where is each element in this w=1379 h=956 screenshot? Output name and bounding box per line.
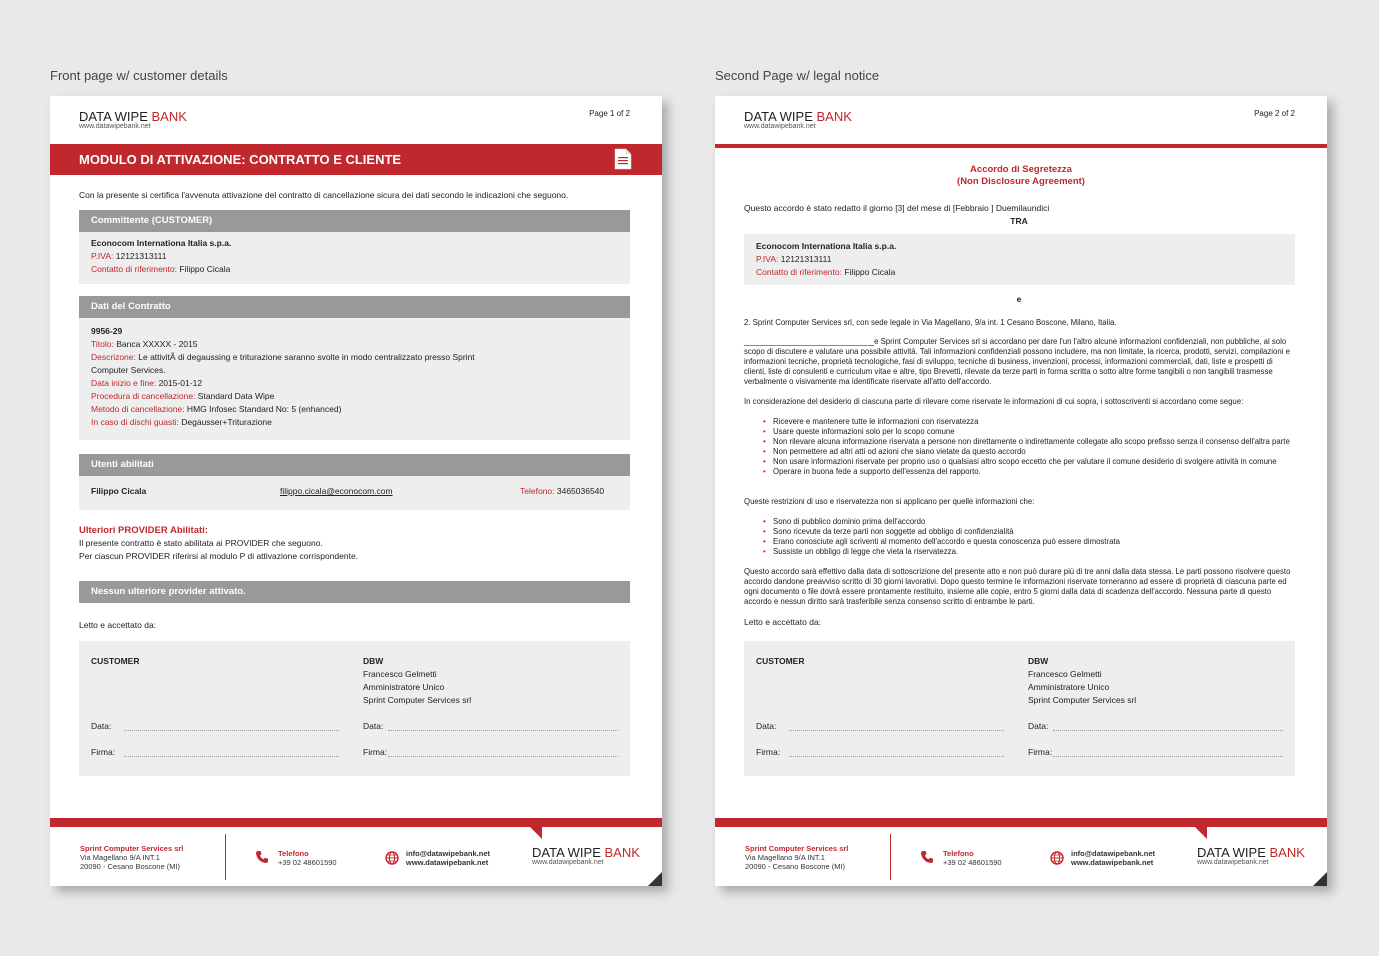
user-email-link[interactable]: filippo.cicala@econocom.com xyxy=(280,486,393,496)
data-value: 2015-01-12 xyxy=(156,378,203,388)
logo-name: DATA WIPE xyxy=(744,109,817,124)
nda-subtitle: (Non Disclosure Agreement) xyxy=(957,176,1085,187)
globe-icon xyxy=(385,851,399,865)
sign-dbw-data-label: Data: xyxy=(363,721,384,731)
user-name: Filippo Cicala xyxy=(91,486,147,496)
logo-name-accent: BANK xyxy=(151,109,187,124)
nda-contact-label: Contatto di riferimento: xyxy=(756,267,842,277)
footer-address xyxy=(80,844,183,871)
sign-dbw-firma-label: Firma: xyxy=(1028,747,1053,757)
footer-addr-1: Via Magellano 9/A INT.1 xyxy=(80,853,160,862)
title-band xyxy=(715,144,1327,148)
sign-dbw-name: Francesco Gelmetti xyxy=(363,669,437,679)
sign-dbw-data-field[interactable] xyxy=(1053,729,1283,731)
footer-separator xyxy=(890,834,891,880)
footer-web xyxy=(406,849,490,867)
sign-dbw-firma-label: Firma: xyxy=(363,747,388,757)
footer-separator xyxy=(225,834,226,880)
caption-page-2: Second Page w/ legal notice xyxy=(715,68,880,83)
logo-url: www.datawipebank.net xyxy=(744,123,816,130)
nda-piva-label: P.IVA: xyxy=(756,254,779,264)
footer-web xyxy=(1071,849,1155,867)
sign-customer-firma-field[interactable] xyxy=(124,755,339,757)
descr-label: Descrizone: xyxy=(91,352,136,362)
logo xyxy=(744,110,852,131)
footer-notch xyxy=(530,827,542,839)
section-body-contratto xyxy=(79,318,630,440)
data-label: Data inizio e fine: xyxy=(91,378,157,388)
provider-line-1: Il presente contratto è stato abilitata ai PROVIDER che seguono. xyxy=(79,538,323,548)
titolo-label: Titolo: xyxy=(91,339,114,349)
sign-customer-firma-field[interactable] xyxy=(789,755,1004,757)
footer-band xyxy=(715,818,1327,827)
nda-party-2: 2. Sprint Computer Services srl, con sede legale in Via Magellano, 9/a int. 1 Cesano Boscone, Milano, Italia. xyxy=(744,318,1117,327)
company-name: Econocom Internationa Italia s.p.a. xyxy=(91,238,232,248)
footer-logo-name: DATA WIPE xyxy=(532,845,605,860)
provider-line-2: Per ciascun PROVIDER riferirsi al modulo P di attivazione corrispondente. xyxy=(79,551,359,561)
footer-phone xyxy=(943,849,1002,867)
page-2 xyxy=(715,96,1327,886)
caption-page-1: Front page w/ customer details xyxy=(50,68,228,83)
letto-label: Letto e accettato da: xyxy=(744,617,822,627)
footer-logo-url: www.datawipebank.net xyxy=(532,859,604,866)
section-head-committente: Committente (CUSTOMER) xyxy=(79,210,630,232)
provider-none-bar: Nessun ulteriore provider attivato. xyxy=(79,581,630,603)
footer-addr-2: 20090 - Cesano Boscone (MI) xyxy=(80,862,181,871)
nda-title: Accordo di Segretezza xyxy=(970,164,1072,175)
footer-tel-value: +39 02 48601590 xyxy=(943,858,1002,867)
page-number: Page 2 of 2 xyxy=(1254,109,1295,118)
sign-dbw-data-field[interactable] xyxy=(388,729,618,731)
footer-email[interactable]: info@datawipebank.net xyxy=(406,849,490,858)
sign-dbw-label: DBW xyxy=(1028,656,1049,666)
intro-text: Con la presente si certifica l'avvenuta attivazione del contratto di cancellazione sicura dei dati secondo le indicazioni che seguono. xyxy=(79,190,569,200)
footer-band xyxy=(50,818,662,827)
footer-tel-value: +39 02 48601590 xyxy=(278,858,337,867)
contact-value: Filippo Cicala xyxy=(176,264,231,274)
list-item: • Non usare informazioni riservate per proprio uso o qualsiasi altro scopo eccetto che per valutare il comune desiderio di svolgere attività in comune xyxy=(763,457,1293,467)
footer-logo xyxy=(1197,846,1305,867)
footer-addr-1: Via Magellano 9/A INT.1 xyxy=(745,853,825,862)
list-item: • Ricevere e mantenere tutte le informazioni con riservatezza xyxy=(763,417,1293,427)
list-item: • Sussiste un obbligo di legge che vieta la riservatezza. xyxy=(763,547,1293,557)
sign-customer-firma-label: Firma: xyxy=(756,747,781,757)
page-1 xyxy=(50,96,662,886)
descr-value-cont: Computer Services. xyxy=(91,365,166,375)
sign-customer-data-label: Data: xyxy=(91,721,112,731)
nda-intro: Questo accordo è stato redatto il giorno [3] del mese di [Febbraio ] Duemilaundici xyxy=(744,203,1050,213)
sign-customer-data-field[interactable] xyxy=(789,729,1004,731)
metodo-value: HMG Infosec Standard No: 5 (enhanced) xyxy=(184,404,342,414)
footer-tel-label: Telefono xyxy=(943,849,974,858)
footer-company: Sprint Computer Services srl xyxy=(745,844,849,853)
sign-dbw-role: Amministratore Unico xyxy=(363,682,445,692)
list-item: • Erano conosciute agli scriventi al momento dell'accordo e questa conoscenza può essere dimostrata xyxy=(763,537,1293,547)
section-head-contratto: Dati del Contratto xyxy=(79,296,630,318)
footer-website[interactable]: www.datawipebank.net xyxy=(406,858,489,867)
nda-para-3: Queste restrizioni di uso e riservatezza non si applicano per quelle informazioni che: xyxy=(744,497,1035,506)
sign-dbw-role: Amministratore Unico xyxy=(1028,682,1110,692)
logo-name-accent: BANK xyxy=(816,109,852,124)
page-title: MODULO DI ATTIVAZIONE: CONTRATTO E CLIENTE xyxy=(79,152,402,167)
list-item: • Non permettere ad altri atti od azioni che siano vietate da questo accordo xyxy=(763,447,1293,457)
logo xyxy=(79,110,187,131)
logo-url: www.datawipebank.net xyxy=(79,123,151,130)
footer-logo xyxy=(532,846,640,867)
page-corner xyxy=(648,872,662,886)
footer-logo-url: www.datawipebank.net xyxy=(1197,859,1269,866)
list-item: • Usare queste informazioni solo per lo scopo comune xyxy=(763,427,1293,437)
document-icon xyxy=(614,148,632,170)
nda-para-2: In considerazione del desiderio di ciascuna parte di rilevare come riservate le informazioni di cui sopra, i sottoscriventi si accordano come segue: xyxy=(744,397,1244,406)
sign-customer-data-field[interactable] xyxy=(124,729,339,731)
user-tel-label: Telefono: xyxy=(520,486,555,496)
procedura-label: Procedura di cancellazione: xyxy=(91,391,196,401)
footer-tel-label: Telefono xyxy=(278,849,309,858)
guasti-value: Degausser+Triturazione xyxy=(178,417,272,427)
page-number: Page 1 of 2 xyxy=(589,109,630,118)
nda-para-1: ______________________________e Sprint Computer Services srl si accordano per dare l'un l'altro alcune informazioni confidenziali, non pubbliche, al solo scopo di discutere e valutare una possibile attività. Tali informazioni confidenziali possono includere, ma non limitate, la ricerca, prodotti, servizi, compilazioni e informazioni tecniche, proprietà tecnologiche, fasi di sviluppo, tecniche di business, invenzioni, processi, informazioni commerciali, dati, liste e prospetti di clienti, liste di consulenti e curriculum vitae e altre, tipo Brevetti, rilevate da terze parti in forma scritta o sotto altre forme tangibili o non tangibili trasmesse verbalmente o visivamente ma identificate riservate all'atto dell'accordo. xyxy=(744,337,1290,386)
phone-icon xyxy=(255,850,269,864)
footer-logo-name: DATA WIPE xyxy=(1197,845,1270,860)
guasti-label: In caso di dischi guasti: xyxy=(91,417,179,427)
piva-label: P.IVA: xyxy=(91,251,114,261)
globe-icon xyxy=(1050,851,1064,865)
phone-icon xyxy=(920,850,934,864)
list-item: • Sono ricevute da terze parti non soggette ad obbligo di confidenzialità xyxy=(763,527,1293,537)
section-head-utenti: Utenti abilitati xyxy=(79,454,630,476)
footer-company: Sprint Computer Services srl xyxy=(80,844,184,853)
sign-dbw-company: Sprint Computer Services srl xyxy=(363,695,472,705)
footer-addr-2: 20090 - Cesano Boscone (MI) xyxy=(745,862,846,871)
nda-piva-value: 12121313111 xyxy=(778,254,832,264)
footer-email[interactable]: info@datawipebank.net xyxy=(1071,849,1155,858)
sign-dbw-label: DBW xyxy=(363,656,384,666)
nda-contact-value: Filippo Cicala xyxy=(841,267,896,277)
procedura-value: Standard Data Wipe xyxy=(195,391,275,401)
sign-customer-label: CUSTOMER xyxy=(756,656,805,666)
section-body-committente xyxy=(79,232,630,284)
list-item: • Sono di pubblico dominio prima dell'accordo xyxy=(763,517,1293,527)
nda-party-box xyxy=(744,234,1295,285)
footer-phone xyxy=(278,849,337,867)
logo-name: DATA WIPE xyxy=(79,109,152,124)
provider-title: Ulteriori PROVIDER Abilitati: xyxy=(79,525,208,536)
descr-value: Le attivitÃ di degaussing e triturazione saranno svolte in modo centralizzato presso Sprint xyxy=(135,352,475,362)
footer-logo-name-accent: BANK xyxy=(604,845,640,860)
title-band xyxy=(50,144,662,175)
contract-code: 9956-29 xyxy=(91,326,123,336)
signature-box xyxy=(744,641,1295,776)
letto-label: Letto e accettato da: xyxy=(79,620,157,630)
sign-customer-firma-label: Firma: xyxy=(91,747,116,757)
sign-customer-label: CUSTOMER xyxy=(91,656,140,666)
sign-dbw-name: Francesco Gelmetti xyxy=(1028,669,1102,679)
contact-label: Contatto di riferimento: xyxy=(91,264,177,274)
metodo-label: Metodo di cancellazione: xyxy=(91,404,185,414)
nda-para-4: Questo accordo sarà effettivo dalla data di sottoscrizione del presente atto e non può durare più di tre anni dalla data stessa. Le parti possono risolvere questo accordo dandone preavviso scritto di 30 giorni lavorativi. Dopo questo termine le informazioni riservate torneranno ad essere di proprietà di ciascuna parte ed ogni documento o file dovrà essere prontamente restituito, insieme alle copie, entro 5 giorni dalla data di scadenza dell'accordo. Nessuna parte di questo accordo e nessun diritto sarà trasferibile senza consenso scritto di entrambe le parti. xyxy=(744,567,1291,606)
nda-company-name: Econocom Internationa Italia s.p.a. xyxy=(756,241,897,251)
footer-address xyxy=(745,844,848,871)
footer-website[interactable]: www.datawipebank.net xyxy=(1071,858,1154,867)
nda-tra: TRA xyxy=(1010,216,1028,226)
user-tel-value: 3465036540 xyxy=(554,486,605,496)
signature-box xyxy=(79,641,630,776)
sign-dbw-firma-field[interactable] xyxy=(1053,755,1283,757)
nda-obligations-list xyxy=(763,417,1293,477)
nda-exceptions-list xyxy=(763,517,1293,557)
list-item: • Non rilevare alcuna informazione riservata a persone non direttamente o indirettamente collegate allo scopo prefisso senza il consenso dell'altra parte xyxy=(763,437,1293,447)
nda-and: e xyxy=(1016,294,1022,304)
sign-dbw-data-label: Data: xyxy=(1028,721,1049,731)
sign-customer-data-label: Data: xyxy=(756,721,777,731)
footer-logo-name-accent: BANK xyxy=(1269,845,1305,860)
list-item: • Operare in buona fede a supporto dell'essenza del rapporto. xyxy=(763,467,1293,477)
sign-dbw-firma-field[interactable] xyxy=(388,755,618,757)
section-body-utenti xyxy=(79,476,630,510)
page-corner xyxy=(1313,872,1327,886)
sign-dbw-company: Sprint Computer Services srl xyxy=(1028,695,1137,705)
piva-value: 12121313111 xyxy=(113,251,167,261)
titolo-value: Banca XXXXX - 2015 xyxy=(113,339,198,349)
footer-notch xyxy=(1195,827,1207,839)
